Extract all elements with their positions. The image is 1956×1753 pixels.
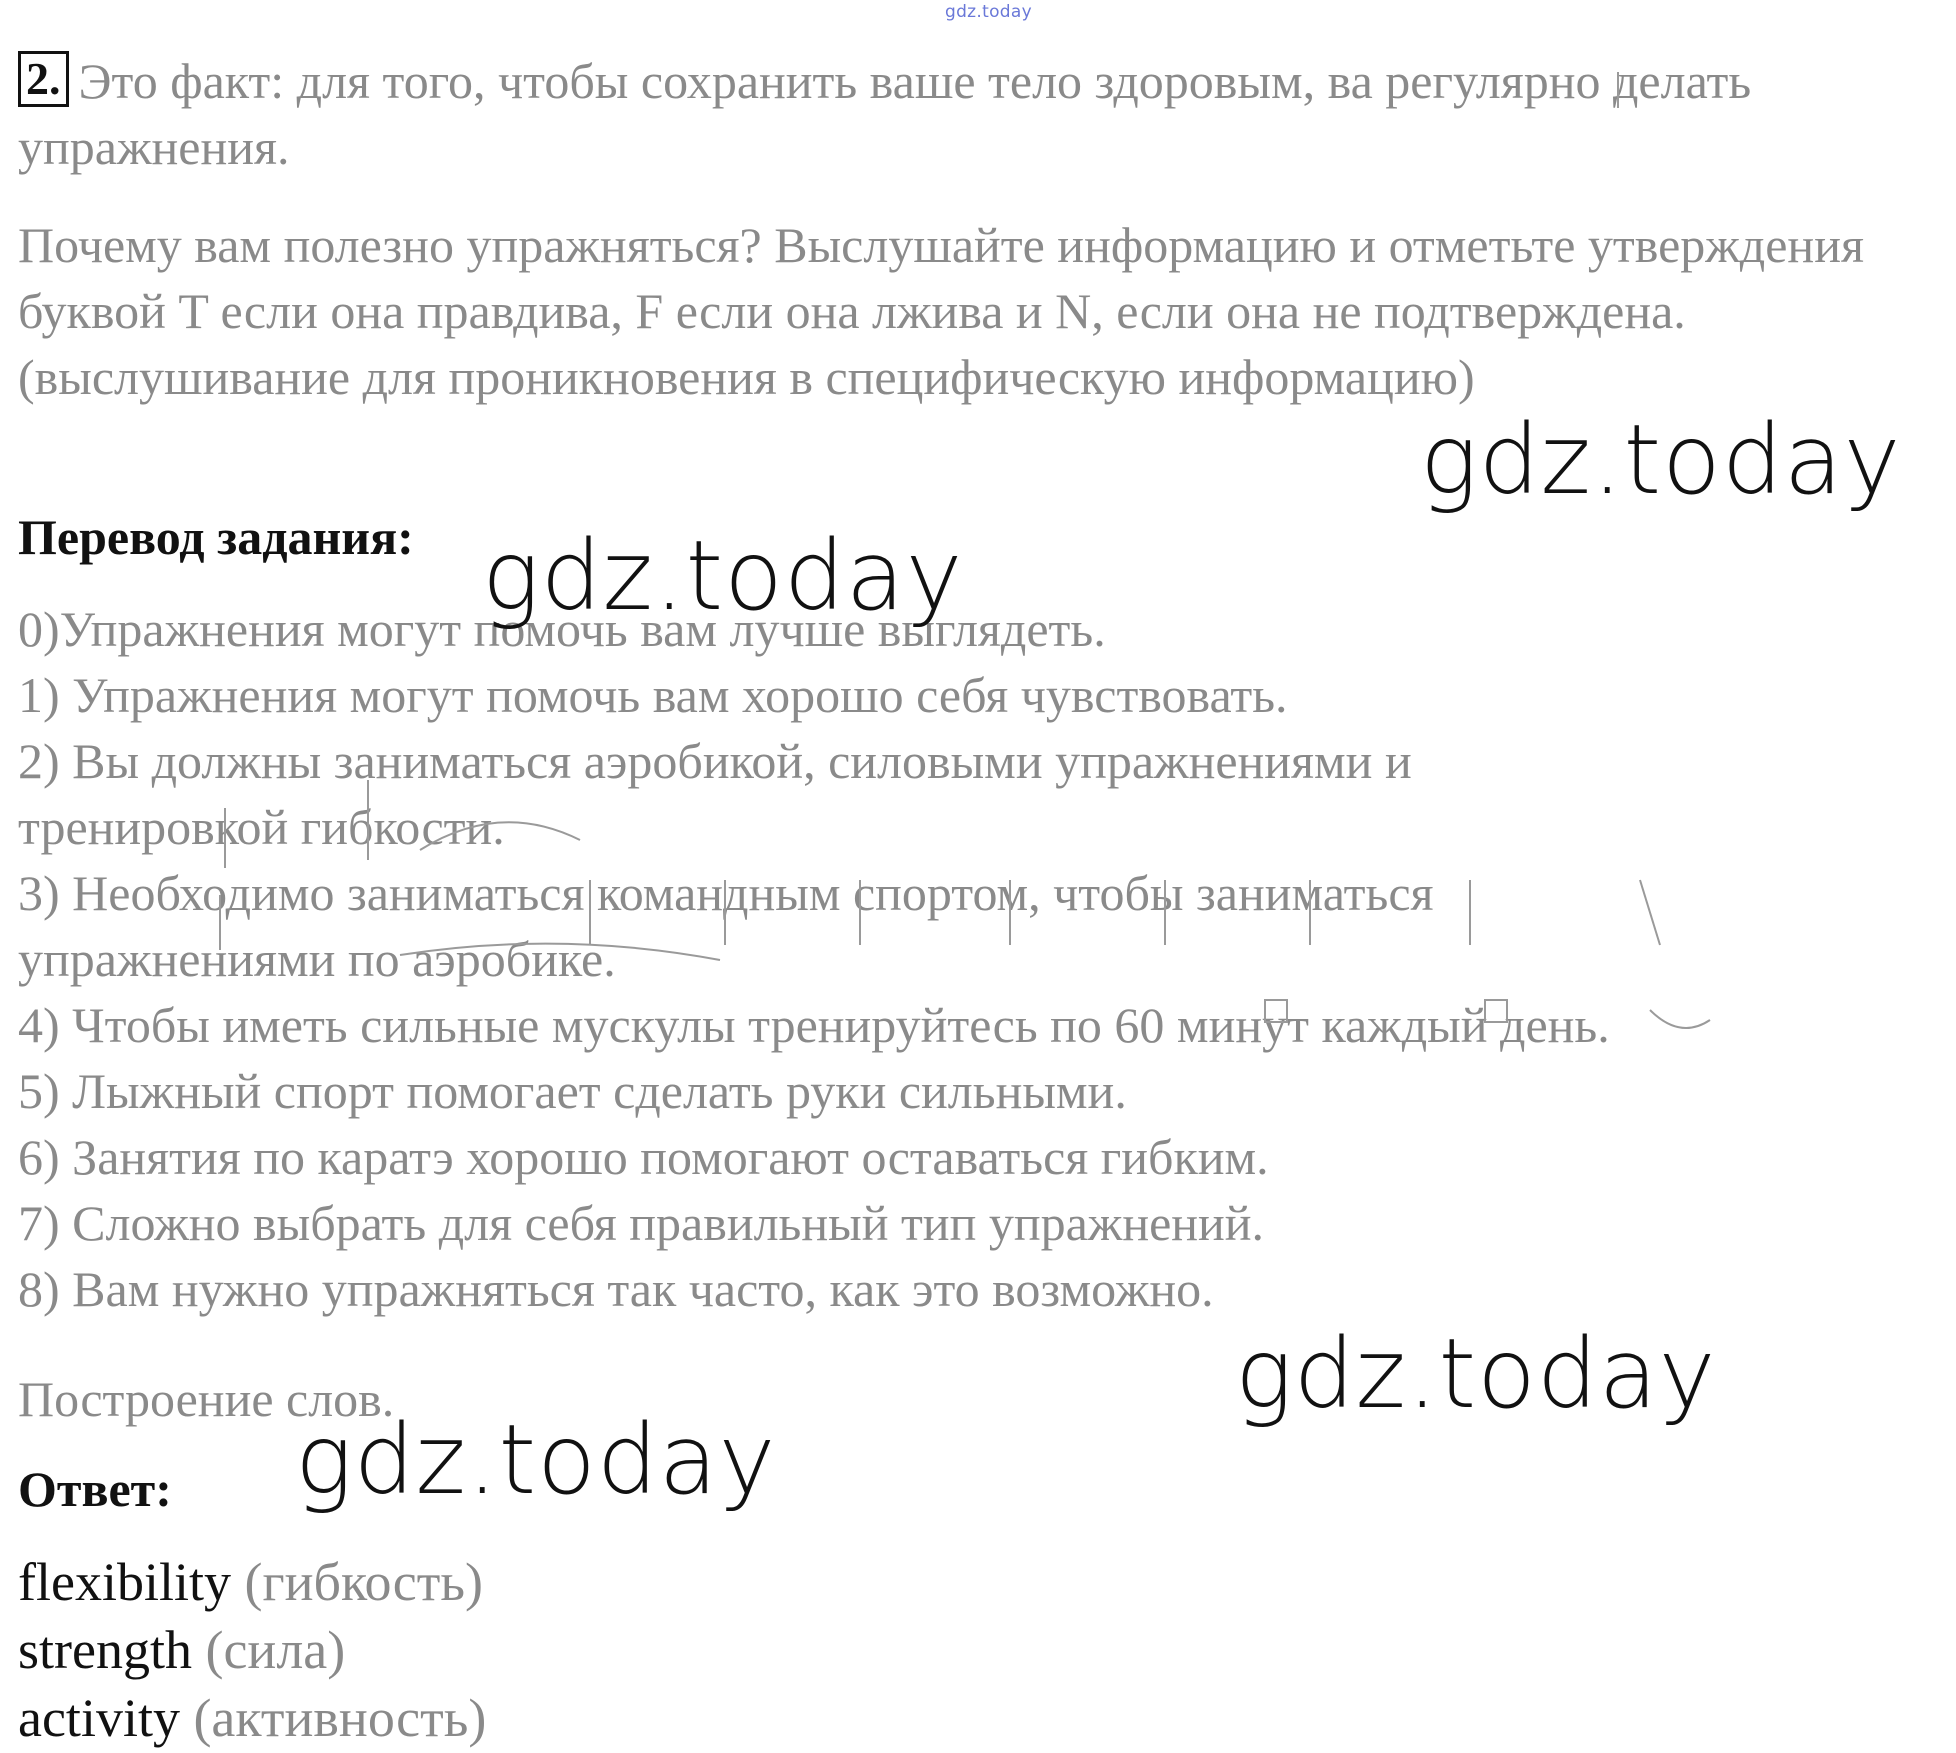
statement-3-cont: упражнениями по аэробике.	[18, 931, 616, 987]
watermark-logo: gdz.today	[482, 520, 964, 632]
answer-list	[18, 1548, 1938, 1752]
answer-translation: (активность)	[193, 1688, 487, 1748]
answer-word: flexibility	[18, 1552, 231, 1612]
answer-item	[18, 1548, 1938, 1616]
statement-3: 3) Необходимо заниматься командным спортом, чтобы заниматься	[18, 865, 1434, 921]
statement-6: 6) Занятия по каратэ хорошо помогают оставаться гибким.	[18, 1129, 1269, 1185]
statement-1: 1) Упражнения могут помочь вам хорошо себя чувствовать.	[18, 667, 1288, 723]
statement-list	[18, 596, 1938, 1322]
statement-8: 8) Вам нужно упражняться так часто, как это возможно.	[18, 1261, 1214, 1317]
watermark-logo: gdz.today	[295, 1404, 777, 1516]
answer-item	[18, 1684, 1938, 1752]
answer-word: activity	[18, 1688, 180, 1748]
top-watermark: gdz.today	[945, 2, 1032, 22]
statement-5: 5) Лыжный спорт помогает сделать руки сильными.	[18, 1063, 1127, 1119]
watermark-logo: gdz.today	[1235, 1318, 1717, 1430]
answer-item	[18, 1616, 1938, 1684]
answer-translation: (гибкость)	[244, 1552, 483, 1612]
answer-word: strength	[18, 1620, 192, 1680]
task-intro-text: Это факт: для того, чтобы сохранить ваше тело здоровым, ва регулярно делать упражнения.	[18, 53, 1752, 175]
statement-2: 2) Вы должны заниматься аэробикой, силовыми упражнениями и	[18, 733, 1412, 789]
task-intro-block	[18, 48, 1938, 180]
statement-2-cont: тренировкой гибкости.	[18, 799, 505, 855]
answer-heading: Ответ:	[18, 1461, 172, 1517]
statement-7: 7) Сложно выбрать для себя правильный тип упражнений.	[18, 1195, 1265, 1251]
task-number: 2.	[18, 51, 69, 107]
watermark-logo: gdz.today	[1420, 404, 1902, 516]
statement-4: 4) Чтобы иметь сильные мускулы тренируйтесь по 60 минут каждый день.	[18, 997, 1610, 1053]
task-instruction: Почему вам полезно упражняться? Выслушайте информацию и отметьте утверждения буквой T если она правдива, F если она лжива и N, если она не подтверждена. (выслушивание для проникновения в специфическую информацию)	[18, 217, 1864, 405]
translation-heading: Перевод задания:	[18, 509, 414, 565]
answer-translation: (сила)	[205, 1620, 346, 1680]
word-building-label: Построение слов.	[18, 1371, 395, 1427]
statement-0: 0)Упражнения могут помочь вам лучше выглядеть.	[18, 601, 1106, 657]
